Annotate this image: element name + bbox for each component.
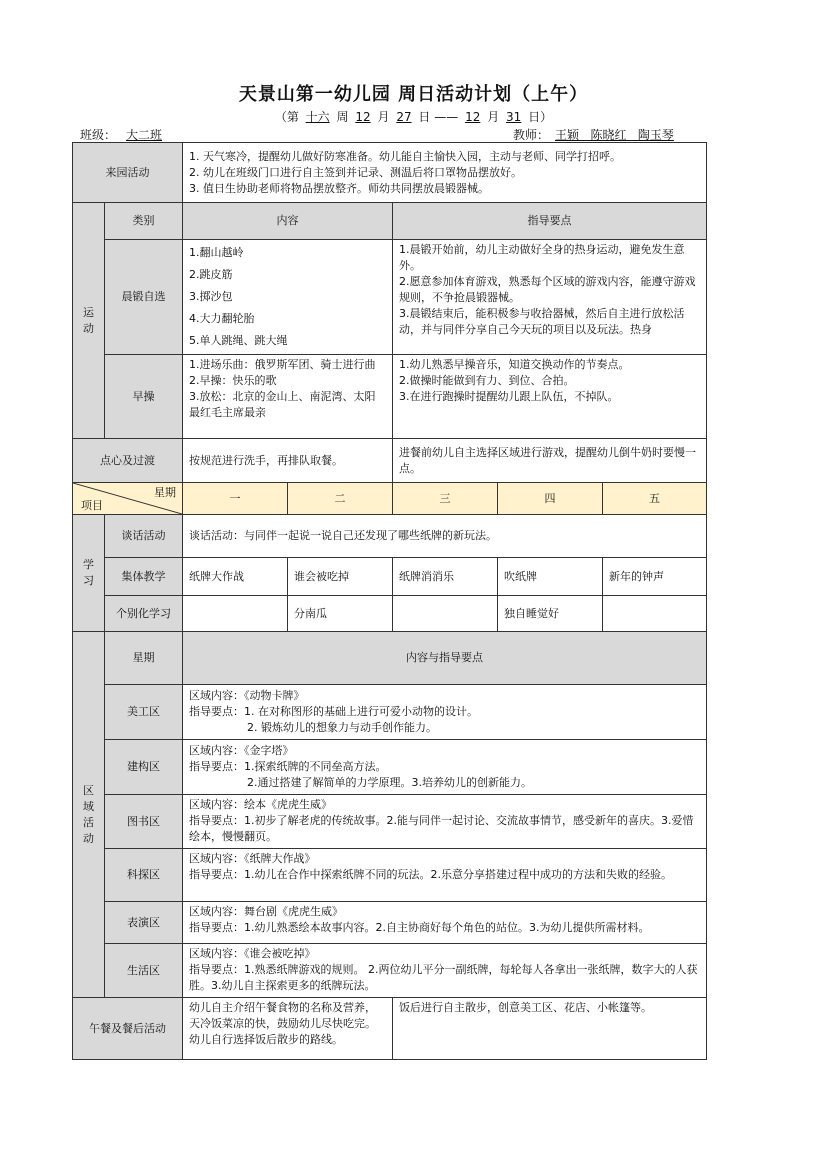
area-row <box>73 685 707 740</box>
snack-label: 点心及过渡 <box>73 439 183 483</box>
area-line: 区域内容：绘本《虎虎生威》 <box>189 798 332 811</box>
morning-item: 2.跳皮筋 <box>189 268 233 281</box>
area-name: 表演区 <box>105 902 183 944</box>
week-label: 周 <box>336 110 349 124</box>
area-line: 区域内容：《纸牌大作战》 <box>189 852 316 865</box>
arrival-line: 1. 天气寒冷，提醒幼儿做好防寒准备。幼儿能自主愉快入园，主动与老师、同学打招呼。 <box>189 149 621 163</box>
sport-label: 运 动 <box>73 203 105 439</box>
group-item: 吹纸牌 <box>498 558 603 596</box>
area-name: 美工区 <box>105 685 183 740</box>
area-name: 科探区 <box>105 849 183 902</box>
teacher-info <box>513 126 688 143</box>
exercise-items <box>183 355 393 439</box>
date-open: （第 <box>274 110 299 124</box>
area-line: 指导要点：1.初步了解老虎的传统故事。2.能与同伴一起讨论、交流故事情节，感受新年的喜庆。3.爱惜绘本，慢慢翻页。 <box>189 814 694 843</box>
morning-item: 3.掷沙包 <box>189 290 233 303</box>
area-line: 指导要点：1.幼儿熟悉绘本故事内容。2.自主协商好每个角色的站位。3.为幼儿提供所需材料。 <box>189 921 650 934</box>
morning-points <box>393 240 707 355</box>
exercise-points <box>393 355 707 439</box>
morning-item: 4.大力翻轮胎 <box>189 312 255 325</box>
sport-points-header: 指导要点 <box>393 203 707 240</box>
class-label: 班级： <box>80 128 117 142</box>
month-label-2: 月 <box>487 110 500 124</box>
sport-type-header: 类别 <box>105 203 183 240</box>
exercise-point: 2.做操时能做到有力、到位、合拍。 <box>399 374 575 387</box>
end-month: 12 <box>465 110 481 124</box>
area-content <box>183 944 707 998</box>
corner-top-label: 星期 <box>154 486 176 499</box>
exercise-item: 1.进场乐曲：俄罗斯军团、骑士进行曲 <box>189 358 376 371</box>
morning-point: 2.愿意参加体育游戏，熟悉每个区域的游戏内容，能遵守游戏规则，不争抢晨锻器械。 <box>399 275 696 304</box>
week-number: 十六 <box>305 110 330 124</box>
areas-label: 区 域 活 动 <box>73 632 105 998</box>
group-label: 集体教学 <box>105 558 183 596</box>
lunch-right: 饭后进行自主散步，创意美工区、花店、小帐篷等。 <box>393 998 707 1060</box>
area-line: 区域内容：《谁会被吃掉》 <box>189 947 316 960</box>
area-line: 指导要点：1.熟悉纸牌游戏的规则。 2.两位幼儿平分一副纸牌，每轮每人各拿出一张纸牌，数字大的人获胜。3.幼儿自主探索更多的纸牌玩法。 <box>189 963 698 992</box>
lunch-left: 幼儿自主介绍午餐食物的名称及营养，天冷饭菜凉的快，鼓励幼儿尽快吃完。幼儿自行选择饭后散步的路线。 <box>183 998 393 1060</box>
area-row <box>73 740 707 795</box>
areas-content-header: 内容与指导要点 <box>183 632 707 685</box>
exercise-row <box>73 355 707 439</box>
sport-content-header: 内容 <box>183 203 393 240</box>
day-thursday: 四 <box>498 483 603 515</box>
corner-bottom-label: 项目 <box>81 499 103 512</box>
area-name: 生活区 <box>105 944 183 998</box>
individual-item <box>393 596 498 632</box>
day-friday: 五 <box>603 483 707 515</box>
area-name: 建构区 <box>105 740 183 795</box>
area-line: 区域内容：《动物卡牌》 <box>189 689 305 702</box>
exercise-item: 2.早操：快乐的歌 <box>189 374 277 387</box>
area-content <box>183 849 707 902</box>
area-content <box>183 740 707 795</box>
month-label: 月 <box>377 110 390 124</box>
group-item: 纸牌消消乐 <box>393 558 498 596</box>
week-corner <box>73 483 183 515</box>
class-info <box>80 126 190 143</box>
exercise-point: 3.在进行跑操时提醒幼儿跟上队伍，不掉队。 <box>399 390 619 403</box>
page-title: 天景山第一幼儿园 周日活动计划（上午） <box>238 84 589 105</box>
individual-item <box>603 596 707 632</box>
arrival-line: 2. 幼儿在班级门口进行自主签到并记录、测温后将口罩物品摆放好。 <box>189 165 522 179</box>
end-day: 31 <box>506 110 522 124</box>
morning-row <box>73 240 707 355</box>
snack-row <box>73 439 707 483</box>
area-row <box>73 944 707 998</box>
talk-row <box>73 515 707 558</box>
sport-header-row <box>73 203 707 240</box>
arrival-row <box>73 143 707 203</box>
morning-point: 1.晨锻开始前，幼儿主动做好全身的热身运动，避免发生意外。 <box>399 243 685 272</box>
arrival-content <box>183 143 707 203</box>
group-row <box>73 558 707 596</box>
morning-point: 3.晨锻结束后，能积极参与收拾器械，然后自主进行放松活动，并与同伴分享自己今天玩的项目以及玩法。热身 <box>399 307 685 336</box>
day-wednesday: 三 <box>393 483 498 515</box>
individual-item: 独自睡觉好 <box>498 596 603 632</box>
area-content <box>183 685 707 740</box>
start-month: 12 <box>355 110 371 124</box>
group-item: 新年的钟声 <box>603 558 707 596</box>
start-day: 27 <box>396 110 412 124</box>
day-monday: 一 <box>183 483 288 515</box>
week-header-row <box>73 483 707 515</box>
individual-item <box>183 596 288 632</box>
areas-header-row <box>73 632 707 685</box>
area-line: 指导要点：1. 在对称图形的基础上进行可爱小动物的设计。 <box>189 705 478 718</box>
area-line: 区域内容：舞台剧《虎虎生威》 <box>189 905 343 918</box>
area-line: 指导要点：1.幼儿在合作中探索纸牌不同的玩法。2.乐意分享搭建过程中成功的方法和失败的经验。 <box>189 868 672 881</box>
exercise-point: 1.幼儿熟悉早操音乐，知道交换动作的节奏点。 <box>399 358 630 371</box>
arrival-line: 3. 值日生协助老师将物品摆放整齐。师幼共同摆放晨锻器械。 <box>189 181 489 195</box>
date-close: 日） <box>528 110 553 124</box>
talk-label: 谈话活动 <box>105 515 183 558</box>
area-name: 图书区 <box>105 795 183 849</box>
morning-label: 晨锻自选 <box>105 240 183 355</box>
lunch-label: 午餐及餐后活动 <box>73 998 183 1060</box>
plan-table <box>72 142 707 1060</box>
area-line: 指导要点：1.探索纸牌的不同垒高方法。 <box>189 760 387 773</box>
morning-item: 5.单人跳绳、跳大绳 <box>189 334 288 347</box>
group-item: 纸牌大作战 <box>183 558 288 596</box>
arrival-label: 来园活动 <box>73 143 183 203</box>
snack-right: 进餐前幼儿自主选择区域进行游戏，提醒幼儿倒牛奶时要慢一点。 <box>393 439 707 483</box>
exercise-label: 早操 <box>105 355 183 439</box>
day-tuesday: 二 <box>288 483 393 515</box>
area-content <box>183 795 707 849</box>
morning-items <box>183 240 393 355</box>
group-item: 谁会被吃掉 <box>288 558 393 596</box>
areas-day-header: 星期 <box>105 632 183 685</box>
area-content <box>183 902 707 944</box>
area-row <box>73 795 707 849</box>
class-name: 大二班 <box>126 128 163 142</box>
individual-item: 分南瓜 <box>288 596 393 632</box>
area-line: 区域内容：《金字塔》 <box>189 744 294 757</box>
area-row <box>73 849 707 902</box>
teacher-label: 教师： <box>513 128 550 142</box>
area-line: 2. 锻炼幼儿的想象力与动手创作能力。 <box>247 721 437 734</box>
area-line: 2.通过搭建了解简单的力学原理。3.培养幼儿的创新能力。 <box>247 776 532 789</box>
study-label: 学 习 <box>73 515 105 632</box>
morning-item: 1.翻山越岭 <box>189 246 244 259</box>
day-label: 日 —— <box>418 110 459 124</box>
individual-label: 个别化学习 <box>105 596 183 632</box>
exercise-item: 3.放松：北京的金山上、南泥湾、太阳最红毛主席最亲 <box>189 390 376 419</box>
date-range <box>0 108 827 125</box>
teacher-names: 王颖 陈晓红 陶玉琴 <box>555 128 674 142</box>
area-row <box>73 902 707 944</box>
snack-left: 按规范进行洗手，再排队取餐。 <box>183 439 393 483</box>
lunch-row <box>73 998 707 1060</box>
talk-content: 谈话活动：与同伴一起说一说自己还发现了哪些纸牌的新玩法。 <box>183 515 707 558</box>
individual-row <box>73 596 707 632</box>
